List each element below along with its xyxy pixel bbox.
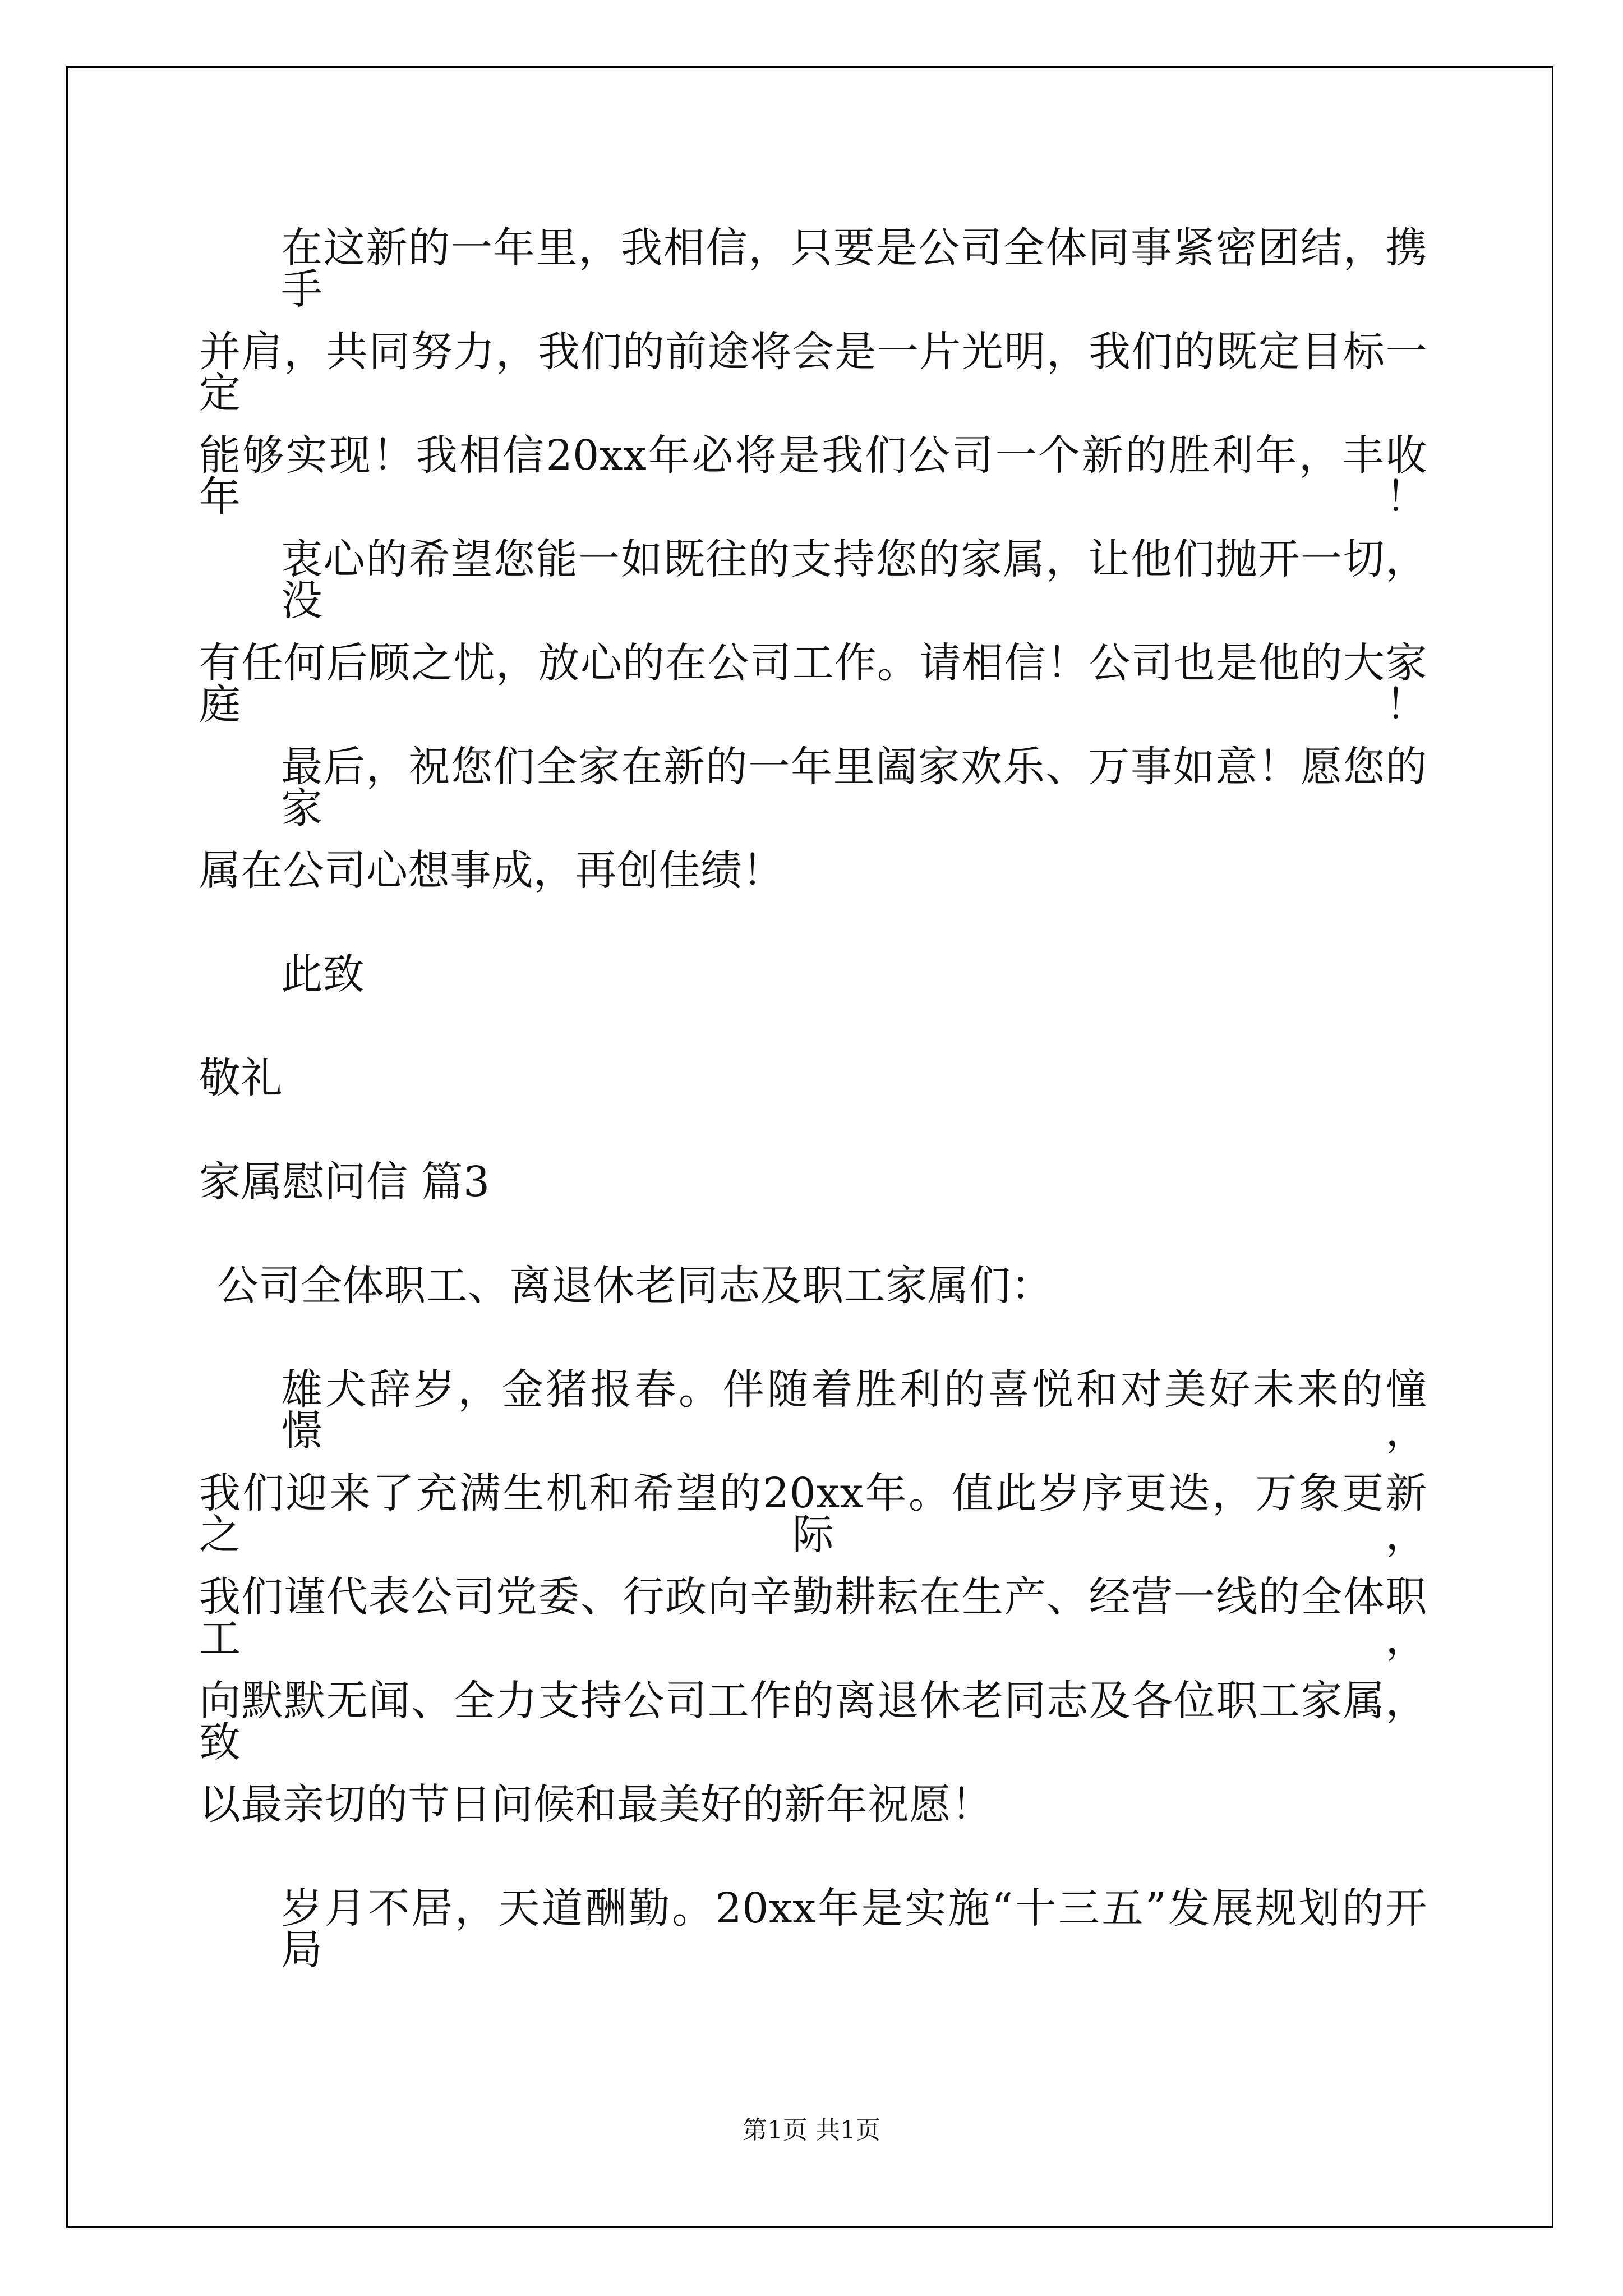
paragraph-line: 属在公司心想事成，再创佳绩！ (199, 846, 784, 895)
section-heading: 家属慰问信 篇3 (199, 1158, 490, 1206)
paragraph-line: 并肩，共同努力，我们的前途将会是一片光明，我们的既定目标一定 (199, 328, 1427, 417)
paragraph-line: 岁月不居，天道酬勤。20xx年是实施“十三五”发展规划的开局 (281, 1884, 1427, 1974)
paragraph-line: 向默默无闻、全力支持公司工作的离退休老同志及各位职工家属，致 (199, 1677, 1427, 1766)
paragraph-line: 我们迎来了充满生机和希望的20xx年。值此岁序更迭，万象更新之际， (199, 1469, 1427, 1559)
page-footer: 第1页 共1页 (743, 2116, 880, 2145)
paragraph-line: 雄犬辞岁，金猪报春。伴随着胜利的喜悦和对美好未来的憧憬， (281, 1365, 1427, 1455)
paragraph-line: 能够实现！我相信20xx年必将是我们公司一个新的胜利年，丰收年！ (199, 431, 1427, 521)
salutation: 敬礼 (199, 1054, 283, 1102)
paragraph-line: 我们谨代表公司党委、行政向辛勤耕耘在生产、经营一线的全体职工， (199, 1573, 1427, 1663)
addressee: 公司全体职工、离退休老同志及职工家属们： (217, 1262, 1053, 1310)
paragraph-line: 以最亲切的节日问候和最美好的新年祝愿！ (199, 1780, 993, 1829)
paragraph-line: 有任何后顾之忧，放心的在公司工作。请相信！公司也是他的大家庭！ (199, 639, 1427, 729)
paragraph-line: 在这新的一年里，我相信，只要是公司全体同事紧密团结，携手 (281, 224, 1427, 314)
paragraph-line: 最后，祝您们全家在新的一年里阖家欢乐、万事如意！愿您的家 (281, 743, 1427, 832)
paragraph-line: 衷心的希望您能一如既往的支持您的家属，让他们抛开一切，没 (281, 535, 1427, 625)
closing-phrase: 此致 (281, 950, 365, 999)
